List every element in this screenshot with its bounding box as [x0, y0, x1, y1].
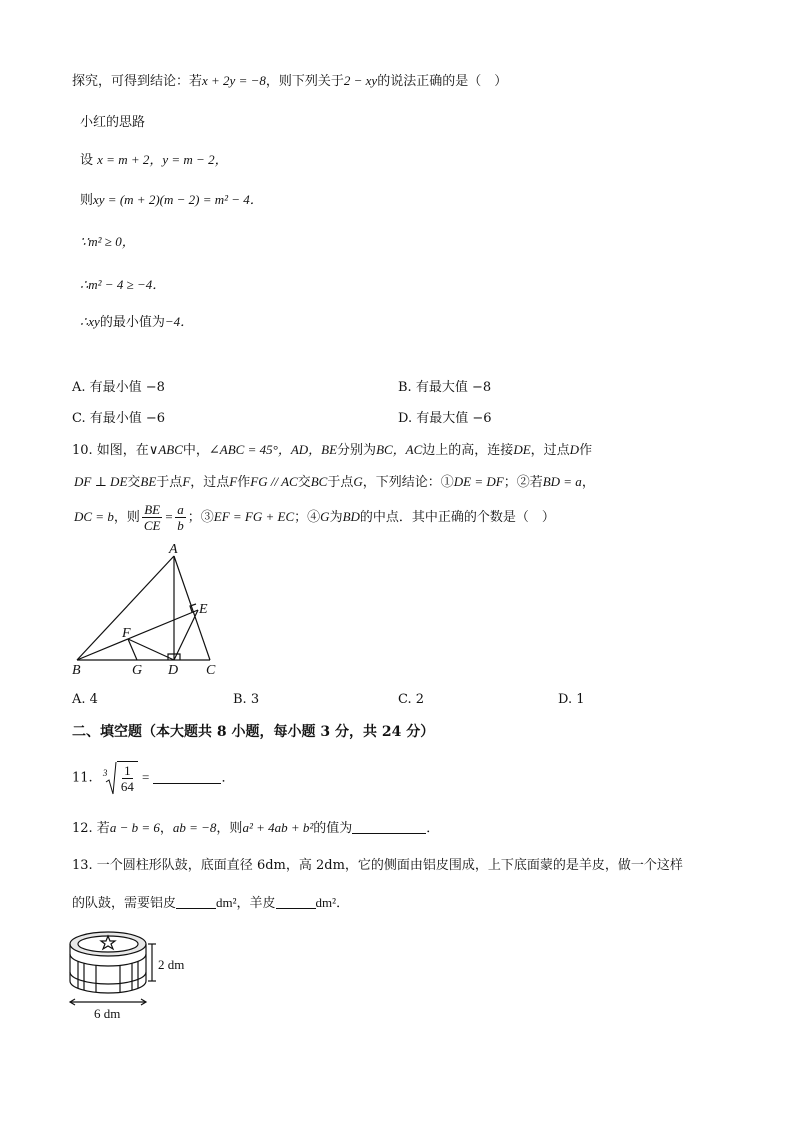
triangle-figure: [66, 540, 226, 680]
q10-line-3: DC = b，则 $\frac{BE}{CE}$ = $\frac{a}{b}$ ；③EF = FG + EC；④G为BD的中点．其中正确的个数是（ ）: [74, 502, 555, 533]
q10-line-2: DF ⊥ DE交BE于点F，过点F作FG // AC交BC于点G，下列结论：①DE = DF；②若BD = a，: [74, 474, 595, 490]
segment-be: [77, 610, 198, 660]
answer-blank-11[interactable]: [153, 769, 221, 784]
q9-option-c[interactable]: C. 有最小值 −6: [72, 411, 166, 426]
width-label: 6 dm: [94, 1006, 121, 1021]
segment-de: [174, 610, 198, 660]
q10-option-a[interactable]: A. 4: [72, 692, 98, 707]
segment-ab: [77, 556, 174, 660]
q13-line-2: 的队鼓，需要铝皮 dm²，羊皮 dm²．: [72, 895, 350, 911]
drum-band-bottom: [70, 972, 146, 984]
segment-df: [128, 639, 174, 660]
label-d: D: [168, 663, 179, 678]
step-5: ∴xy的最小值为−4．: [80, 314, 194, 330]
step-2: 则xy = (m + 2)(m − 2) = m² − 4．: [80, 192, 263, 208]
q13-line-1: 13. 一个圆柱形队鼓，底面直径 6dm，高 2dm，它的侧面由铝皮围成，上下底面蒙的是羊皮，做一个这样: [72, 858, 683, 873]
answer-blank-13b[interactable]: [276, 894, 316, 909]
q11: 11. 3 $\frac{1}{64}$ = ．: [72, 760, 234, 796]
q10-option-d[interactable]: D. 1: [558, 692, 585, 707]
section-heading: 二、填空题（本大题共 8 小题，每小题 3 分，共 24 分）: [72, 724, 435, 740]
q10-option-c[interactable]: C. 2: [398, 692, 425, 707]
fraction-be-ce: $\frac{BE}{CE}$: [143, 502, 161, 533]
q12: 12. 若a − b = 6，ab = −8，则a² + 4ab + b²的值为 ．: [72, 820, 440, 836]
label-f: F: [122, 626, 131, 641]
q10-line-1: 10. 如图，在∨ABC中，∠ABC = 45°，AD，BE分别为BC，AC边上的高，连接DE，过点D作: [72, 442, 593, 458]
q9-option-d[interactable]: D. 有最大值 −6: [398, 411, 492, 426]
answer-blank-12[interactable]: [352, 819, 426, 834]
height-label: 2 dm: [158, 957, 185, 972]
box-title: 小红的思路: [80, 115, 146, 130]
label-c: C: [206, 663, 216, 678]
step-1: 设 x = m + 2，y = m − 2，: [80, 152, 228, 168]
step-3: ∵m² ≥ 0，: [80, 234, 135, 249]
cube-root: 3 $\frac{1}{64}$: [105, 760, 138, 796]
drum-top-inner: [78, 936, 138, 952]
label-a: A: [169, 542, 178, 557]
q9-option-b[interactable]: B. 有最大值 −8: [398, 380, 492, 395]
label-g: G: [132, 663, 143, 678]
drum-figure: [64, 926, 204, 1022]
q10-option-b[interactable]: B. 3: [233, 692, 260, 707]
answer-blank-13a[interactable]: [176, 894, 216, 909]
fraction-a-b: $\frac{a}{b}$: [177, 502, 184, 533]
step-4: ∴m² − 4 ≥ −4．: [80, 277, 166, 292]
label-b: B: [72, 663, 81, 678]
q9-option-a[interactable]: A. 有最小值 −8: [72, 380, 165, 395]
label-e: E: [199, 602, 208, 617]
q9-stem: 探究，可得到结论：若x + 2y = −8，则下列关于2 − xy的说法正确的是（ ）: [72, 73, 508, 89]
